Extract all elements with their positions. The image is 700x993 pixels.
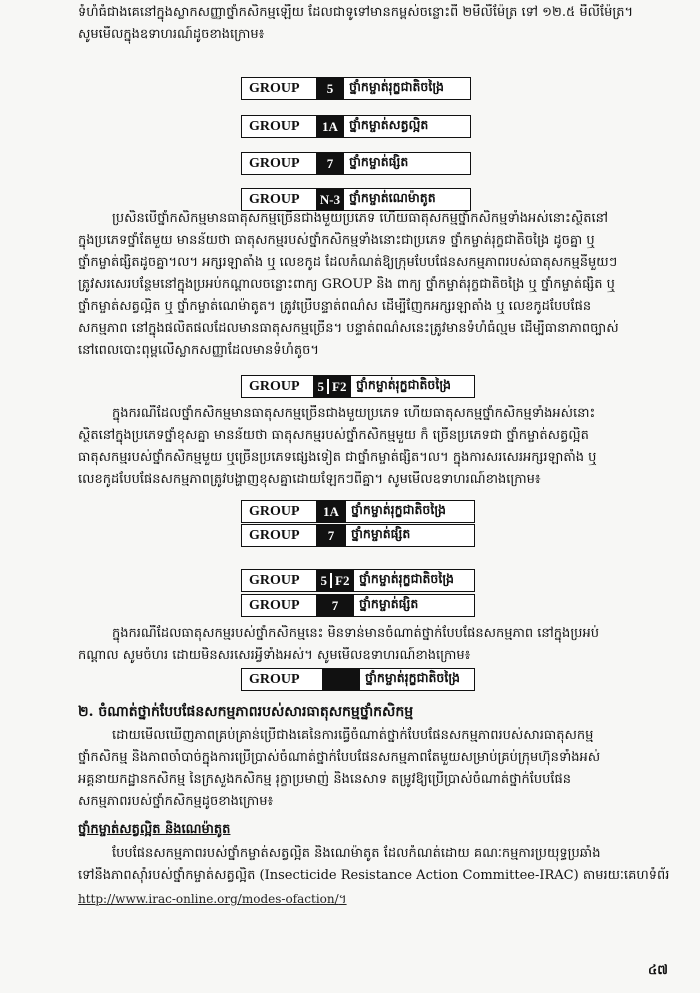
- group-word: GROUP: [249, 118, 300, 134]
- text-line: ប្រសិនបើថ្នាំកសិកម្មមានធាតុសកម្មច្រើនជាងមួយប្រភេទ ហើយធាតុសកម្មថ្នាំកសិកម្មទាំងអស់នោះស្ថិតនៅ: [112, 211, 608, 226]
- moa-code: 5: [316, 78, 344, 99]
- text-line: ថ្នាំកសិកម្ម និងភាពចាំបាច់ក្នុងការប្រើប្រាស់ចំណាត់ថ្នាក់បែបផែនសកម្មភាពតែមួយសម្រាប់គ្រប់ក្រុមហ៊ុនទាំងអស់: [78, 750, 601, 765]
- pesticide-type: ថ្នាំកម្ចាត់រុក្ខជាតិចង្រៃ: [351, 502, 446, 517]
- text-line: សកម្មភាព នៅក្នុងផលិតផលដែលមានធាតុសកម្មច្រើន។ បន្ទាត់ពណ៌សនេះត្រូវមានទំហំធំល្មម ដើម្បីធានាភាពច្បាស់: [78, 321, 619, 336]
- moa-code: 7: [316, 525, 346, 546]
- group-word: GROUP: [249, 155, 300, 171]
- moa-code: 5: [320, 572, 328, 588]
- text-line: ធាតុសកម្មរបស់ថ្នាំកសិកម្មមួយ ឬច្រើនប្រភេទផ្សេងទៀត ជាថ្នាំកម្ចាត់ផ្សិត។ល។ ក្នុងការសរសេរអក្សរឡាតាំង ឬ: [78, 450, 597, 465]
- group-label-box: [241, 594, 475, 617]
- group-label-box: [241, 375, 475, 398]
- pesticide-type: ថ្នាំកម្ចាត់រុក្ខជាតិចង្រៃ: [356, 377, 451, 392]
- text-line: ដោយមើលឃើញភាពគ្រប់គ្រាន់ប្រើជាងគេនៃការធ្វើចំណាត់ថ្នាក់បែបផែនសកម្មភាពរបស់សារធាតុសកម្ម: [112, 728, 594, 743]
- group-word: GROUP: [249, 597, 300, 613]
- text-line: ក្នុងករណីដែលធាតុសកម្មរបស់ថ្នាំកសិកម្មនេះ មិនទាន់មានចំណាត់ថ្នាក់បែបផែនសកម្មភាព នៅក្នុងប្រអប់: [112, 626, 599, 641]
- text-line: ត្រូវសរសេរបន្ថែមនៅក្នុងប្រអប់កណ្តាលចន្លោះពាក្យ GROUP និង ពាក្យ ថ្នាំកម្ចាត់រុក្ខជាតិចង្រៃ ឬ ថ្នាំកម្ចាត់ផ្សិត ឬ: [78, 277, 615, 292]
- pesticide-type: ថ្នាំកម្ចាត់រុក្ខជាតិចង្រៃ: [349, 79, 444, 94]
- group-word: GROUP: [249, 80, 300, 96]
- text-line: អគ្គនាយកដ្ឋានកសិកម្ម នៃក្រសួងកសិកម្ម រុក្ខាប្រមាញ់ និងនេសាទ តម្រូវឱ្យប្រើប្រាស់ចំណាត់ថ្នាក់បែបផែន: [78, 772, 571, 787]
- group-label-box: [241, 668, 475, 691]
- group-word: GROUP: [249, 671, 300, 687]
- subsection-heading: ថ្នាំកម្ចាត់សត្វល្អិត និងណេម៉ាតូត: [78, 822, 231, 837]
- text-line: ក្នុងករណីដែលថ្នាំកសិកម្មមានធាតុសកម្មច្រើនជាងមួយប្រភេទ ហើយធាតុសកម្មថ្នាំកសិកម្មទាំងអស់នោះ: [112, 406, 596, 421]
- group-label-box: [241, 500, 475, 523]
- pesticide-type: ថ្នាំកម្ចាត់ផ្សិត: [351, 526, 411, 541]
- group-word: GROUP: [249, 503, 300, 519]
- pesticide-type: ថ្នាំកម្ចាត់ផ្សិត: [349, 154, 409, 169]
- moa-code: 1A: [316, 501, 346, 522]
- pesticide-type: ថ្នាំកម្ចាត់ណេម៉ាតូត: [349, 190, 436, 205]
- group-label-box: [241, 569, 475, 592]
- text-line: ទៅនឹងភាពស៊ាំរបស់ថ្នាំកម្ចាត់សត្វល្អិត (Insecticide Resistance Action Committee-IRAC) តាមរយៈគេហទំព័រ: [78, 868, 670, 883]
- text-line: លេខកូដបែបផែនសកម្មភាពត្រូវបង្ហាញខុសគ្នាដោយឡែកៗពីគ្នា។ សូមមើលឧទាហរណ៍ខាងក្រោម៖: [78, 472, 541, 487]
- pesticide-type: ថ្នាំកម្ចាត់រុក្ខជាតិចង្រៃ: [359, 571, 454, 586]
- moa-code: F2: [332, 378, 347, 394]
- moa-code-multi: [316, 570, 354, 591]
- text-line: ថ្នាំកម្ចាត់ផ្សិតដូចគ្នា។ល។ អក្សរឡាតាំង ឬ លេខកូដ ដែលកំណត់ឱ្យក្រុមបែបផែនសកម្មភាពរបស់ធាតុសកម្មនីមួយៗ: [78, 255, 618, 270]
- section-heading: ២. ចំណាត់ថ្នាក់បែបផែនសកម្មភាពរបស់សារធាតុសកម្មថ្នាំកសិកម្ម: [78, 704, 414, 720]
- group-label-box: [241, 77, 471, 100]
- group-word: GROUP: [249, 378, 300, 394]
- text-line: ស្ថិតនៅក្នុងប្រភេទថ្នាំខុសគ្នា មានន័យថា ធាតុសកម្មរបស់ថ្នាំកសិកម្មមួយ ក៏ ច្រើនប្រភេទជា ថ្នាំកម្ចាត់សត្វល្អិត: [78, 428, 589, 443]
- pesticide-type: ថ្នាំកម្ចាត់រុក្ខជាតិចង្រៃ: [365, 670, 460, 685]
- moa-code: 5: [317, 378, 325, 394]
- moa-code-empty: [322, 669, 360, 690]
- text-line: ក្នុងប្រភេទថ្នាំតែមួយ មានន័យថា ធាតុសកម្មរបស់ថ្នាំកសិកម្មទាំងនោះជាប្រភេទ ថ្នាំកម្ចាត់រុក្ខជាតិចង្រៃ ដូចគ្នា ឬ: [78, 233, 595, 248]
- group-label-box: [241, 188, 471, 211]
- group-label-box: [241, 152, 471, 175]
- code-separator: [330, 573, 332, 588]
- irac-link-line: [78, 891, 347, 909]
- text-line: បែបផែនសកម្មភាពរបស់ថ្នាំកម្ចាត់សត្វល្អិត និងណេម៉ាតូត ដែលកំណត់ដោយ គណៈកម្មការប្រយុទ្ធប្រឆាំង: [112, 846, 601, 861]
- link-suffix: ។: [338, 892, 347, 906]
- moa-code: 7: [316, 153, 344, 174]
- group-label-box: [241, 115, 471, 138]
- pesticide-type: ថ្នាំកម្ចាត់ផ្សិត: [359, 596, 419, 611]
- moa-code-multi: [313, 376, 351, 397]
- moa-code: N-3: [316, 189, 344, 210]
- irac-link[interactable]: http://www.irac-online.org/modes-ofaction/: [78, 892, 339, 906]
- pesticide-type: ថ្នាំកម្ចាត់សត្វល្អិត: [349, 117, 429, 132]
- group-label-box: [241, 524, 475, 547]
- text-line: សកម្មភាពរបស់ថ្នាំកសិកម្មដូចខាងក្រោម៖: [78, 794, 274, 809]
- text-line: សូមមើលក្នុងឧទាហរណ៍ដូចខាងក្រោម៖: [78, 27, 265, 42]
- moa-code: 1A: [316, 116, 344, 137]
- text-line: នៅពេលបោះពុម្ពលើស្លាកសញ្ញាដែលមានទំហំតូច។: [78, 343, 319, 358]
- group-word: GROUP: [249, 191, 300, 207]
- text-line: ថ្នាំកម្ចាត់សត្វល្អិត ឬ ថ្នាំកម្ចាត់ណេម៉ាតូត។ ត្រូវប្រើបន្ទាត់ពណ៌ស ដើម្បីញែកអក្សរឡាតាំង ឬ លេខកូដបែបផែន: [78, 299, 592, 314]
- text-line: កណ្តាល សូមចំហរ ដោយមិនសរសេរអ្វីទាំងអស់។ សូមមើលឧទាហរណ៍ខាងក្រោម៖: [78, 648, 471, 663]
- moa-code: 7: [316, 595, 354, 616]
- page-number: ៤៧: [648, 963, 668, 978]
- text-line: ទំហំធំជាងគេនៅក្នុងស្លាកសញ្ញាថ្នាំកសិកម្មឡើយ ដែលជាទូទៅមានកម្ពស់ចន្លោះពី ២មីលីម៉ែត្រ ទៅ ១២.៥ មីលីម៉ែត្រ។: [78, 5, 634, 20]
- code-separator: [327, 379, 329, 394]
- group-word: GROUP: [249, 572, 300, 588]
- moa-code: F2: [335, 572, 350, 588]
- group-word: GROUP: [249, 527, 300, 543]
